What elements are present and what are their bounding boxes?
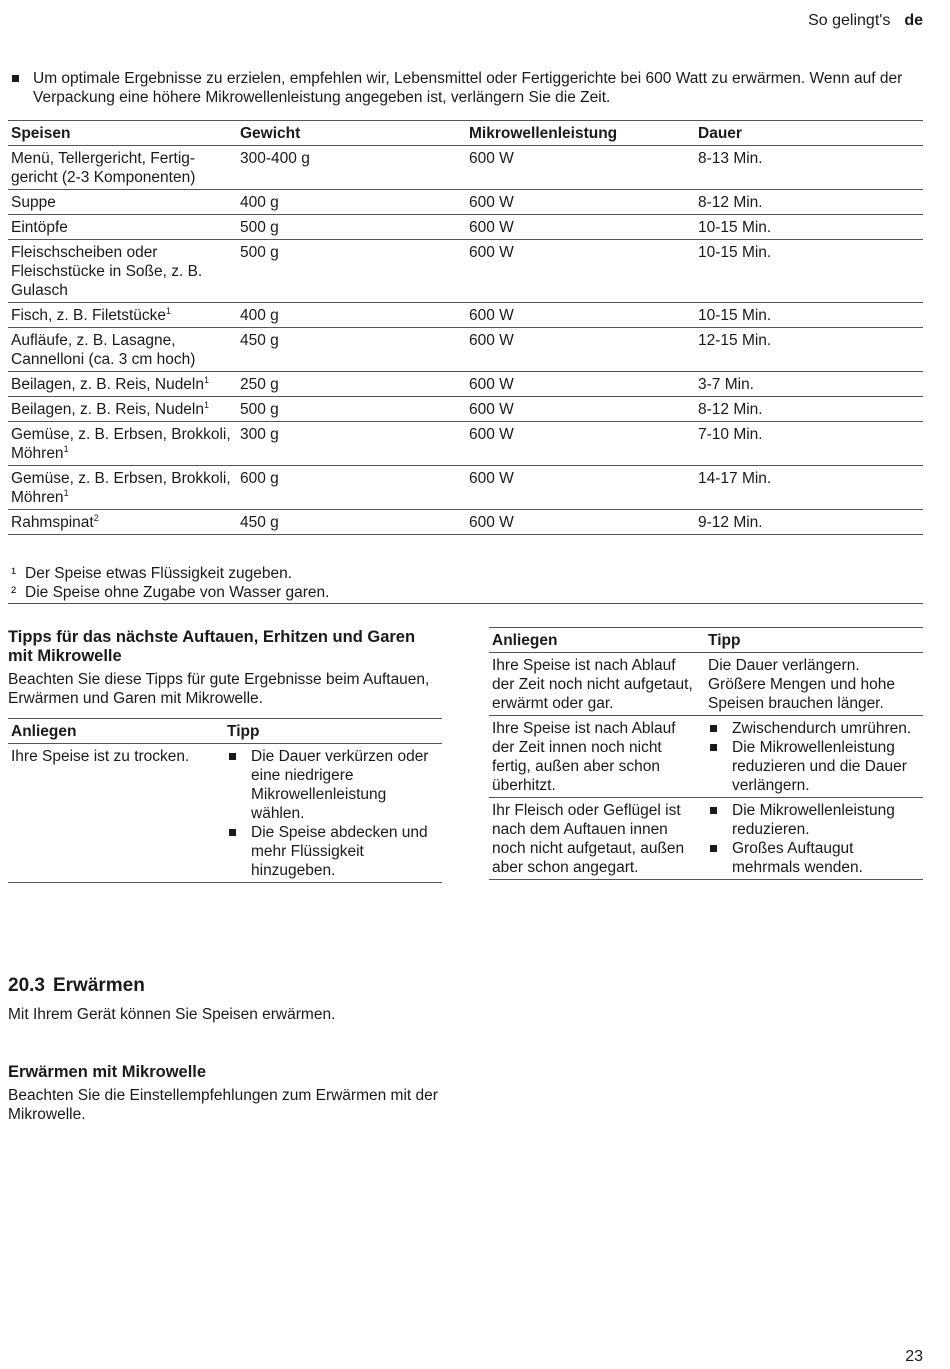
- dish-cell: Gemüse, z. B. Erbsen, Brokkoli, Möhren$^1$: [8, 422, 237, 466]
- square-bullet-icon: [710, 725, 717, 732]
- list-item: Die Mikrowellenleistung reduzieren und die Dauer verlängern.: [708, 738, 920, 795]
- col-header-issue: Anliegen: [489, 628, 705, 653]
- subsection-heading: Erwärmen mit Mikrowelle: [8, 1063, 207, 1081]
- power-cell: 600 W: [466, 328, 695, 372]
- duration-cell: 12-15 Min.: [695, 328, 923, 372]
- duration-cell: 10-15 Min.: [695, 303, 923, 328]
- weight-cell: 250 g: [237, 372, 466, 397]
- section-heading: [8, 974, 145, 998]
- dish-cell: Fleischscheiben oder Fleischstücke in Soße, z. B. Gulasch: [8, 240, 237, 303]
- weight-cell: 500 g: [237, 240, 466, 303]
- table-row: [8, 397, 923, 422]
- power-cell: 600 W: [466, 466, 695, 510]
- square-bullet-icon: [229, 829, 236, 836]
- table-row: [8, 215, 923, 240]
- table-row: [8, 328, 923, 372]
- power-cell: 600 W: [466, 190, 695, 215]
- weight-cell: 500 g: [237, 397, 466, 422]
- footnote-marker: 2: [93, 512, 99, 523]
- weight-cell: 300-400 g: [237, 146, 466, 190]
- dish-cell: Aufläufe, z. B. Lasagne, Cannelloni (ca. 3 cm hoch): [8, 328, 237, 372]
- table-row: [8, 510, 923, 535]
- dish-cell: Suppe: [8, 190, 237, 215]
- power-cell: 600 W: [466, 397, 695, 422]
- section-text: Mit Ihrem Gerät können Sie Speisen erwärmen.: [8, 1006, 336, 1023]
- intro-text: Um optimale Ergebnisse zu erzielen, empfehlen wir, Lebensmittel oder Fertiggerichte bei 600 Watt zu erwärmen. Wenn auf der Verpackung eine höhere Mikrowellenleistung angegeben ist, verlängern Sie die Zeit.: [33, 70, 903, 106]
- duration-cell: 10-15 Min.: [695, 240, 923, 303]
- list-item: Die Speise abdecken und mehr Flüssigkeit hinzugeben.: [227, 823, 439, 880]
- table-row: [489, 653, 923, 716]
- weight-cell: 400 g: [237, 190, 466, 215]
- col-header-tip: Tipp: [224, 719, 442, 744]
- table-row: [8, 744, 442, 883]
- weight-cell: 450 g: [237, 510, 466, 535]
- dish-cell: Beilagen, z. B. Reis, Nudeln$^1$: [8, 372, 237, 397]
- header-section-title: So gelingt's: [808, 12, 891, 29]
- dish-cell: Eintöpfe: [8, 215, 237, 240]
- list-item: Zwischendurch umrühren.: [708, 719, 920, 738]
- footnote-marker: 1: [166, 305, 172, 316]
- power-cell: 600 W: [466, 510, 695, 535]
- intro-paragraph: [8, 69, 923, 107]
- table-row: [8, 146, 923, 190]
- table-row: [489, 716, 923, 798]
- table-header-row: [8, 121, 923, 146]
- heating-table: [8, 120, 923, 535]
- footnote-marker: 1: [63, 487, 69, 498]
- list-item: Die Dauer verkürzen oder eine niedrigere Mikrowellenleistung wählen.: [227, 747, 439, 823]
- duration-cell: 3-7 Min.: [695, 372, 923, 397]
- section-number: 20.3: [8, 975, 45, 996]
- dish-cell: Beilagen, z. B. Reis, Nudeln$^1$: [8, 397, 237, 422]
- issue-cell: Ihre Speise ist zu trocken.: [8, 744, 224, 883]
- table-row: [8, 303, 923, 328]
- square-bullet-icon: [229, 753, 236, 760]
- tips-heading: Tipps für das nächste Auftauen, Erhitzen und Garen mit Mikrowelle: [8, 628, 416, 665]
- tip-cell: [705, 798, 923, 880]
- col-header-dish: Speisen: [8, 121, 237, 146]
- section-title: Erwärmen: [52, 975, 145, 996]
- weight-cell: 500 g: [237, 215, 466, 240]
- col-header-duration: Dauer: [695, 121, 923, 146]
- col-header-power: Mikrowellenleistung: [466, 121, 695, 146]
- tip-cell: [705, 716, 923, 798]
- duration-cell: 10-15 Min.: [695, 215, 923, 240]
- footnote: ¹ Der Speise etwas Flüssigkeit zugeben.: [11, 565, 293, 582]
- tips-table-right: [489, 627, 923, 880]
- power-cell: 600 W: [466, 215, 695, 240]
- power-cell: 600 W: [466, 240, 695, 303]
- running-header: [808, 11, 923, 30]
- header-language: de: [904, 12, 923, 29]
- dish-cell: Rahmspinat$^2$: [8, 510, 237, 535]
- duration-cell: 14-17 Min.: [695, 466, 923, 510]
- dish-cell: Fisch, z. B. Filetstücke$^1$: [8, 303, 237, 328]
- list-item: Großes Auftaugut mehrmals wenden.: [708, 839, 920, 877]
- square-bullet-icon: [710, 744, 717, 751]
- duration-cell: 9-12 Min.: [695, 510, 923, 535]
- dish-cell: Menü, Tellergericht, Fertig-gericht (2-3 Komponenten): [8, 146, 237, 190]
- tips-table-left: [8, 718, 442, 883]
- footnote-marker: 1: [204, 374, 210, 385]
- table-row: [8, 466, 923, 510]
- weight-cell: 450 g: [237, 328, 466, 372]
- table-row: [489, 798, 923, 880]
- weight-cell: 600 g: [237, 466, 466, 510]
- duration-cell: 8-12 Min.: [695, 397, 923, 422]
- issue-cell: Ihre Speise ist nach Ablauf der Zeit noch nicht aufgetaut, erwärmt oder gar.: [489, 653, 705, 716]
- square-bullet-icon: [710, 807, 717, 814]
- list-item: Die Mikrowellenleistung reduzieren.: [708, 801, 920, 839]
- footnote-marker: 1: [63, 443, 69, 454]
- tips-description: Beachten Sie diese Tipps für gute Ergebnisse beim Auftauen, Erwärmen und Garen mit Mikrowelle.: [8, 671, 430, 707]
- col-header-tip: Tipp: [705, 628, 923, 653]
- issue-cell: Ihre Speise ist nach Ablauf der Zeit innen noch nicht fertig, außen aber schon überhitzt.: [489, 716, 705, 798]
- duration-cell: 7-10 Min.: [695, 422, 923, 466]
- weight-cell: 300 g: [237, 422, 466, 466]
- table-row: [8, 372, 923, 397]
- duration-cell: 8-13 Min.: [695, 146, 923, 190]
- square-bullet-icon: [12, 75, 19, 82]
- subsection-text: Beachten Sie die Einstellempfehlungen zum Erwärmen mit der Mikrowelle.: [8, 1087, 438, 1123]
- issue-cell: Ihr Fleisch oder Geflügel ist nach dem Auftauen innen noch nicht aufgetaut, außen aber schon angegart.: [489, 798, 705, 880]
- table-footnotes: [8, 564, 923, 604]
- power-cell: 600 W: [466, 372, 695, 397]
- power-cell: 600 W: [466, 422, 695, 466]
- power-cell: 600 W: [466, 303, 695, 328]
- tip-cell: [224, 744, 442, 883]
- table-row: [8, 190, 923, 215]
- col-header-issue: Anliegen: [8, 719, 224, 744]
- power-cell: 600 W: [466, 146, 695, 190]
- duration-cell: 8-12 Min.: [695, 190, 923, 215]
- page-number: 23: [905, 1348, 923, 1365]
- col-header-weight: Gewicht: [237, 121, 466, 146]
- table-row: [8, 422, 923, 466]
- square-bullet-icon: [710, 845, 717, 852]
- footnote-marker: 1: [204, 399, 210, 410]
- table-row: [8, 240, 923, 303]
- dish-cell: Gemüse, z. B. Erbsen, Brokkoli, Möhren$^1$: [8, 466, 237, 510]
- weight-cell: 400 g: [237, 303, 466, 328]
- tip-cell: Die Dauer verlängern. Größere Mengen und hohe Speisen brauchen länger.: [705, 653, 923, 716]
- footnote: ² Die Speise ohne Zugabe von Wasser garen.: [11, 584, 330, 601]
